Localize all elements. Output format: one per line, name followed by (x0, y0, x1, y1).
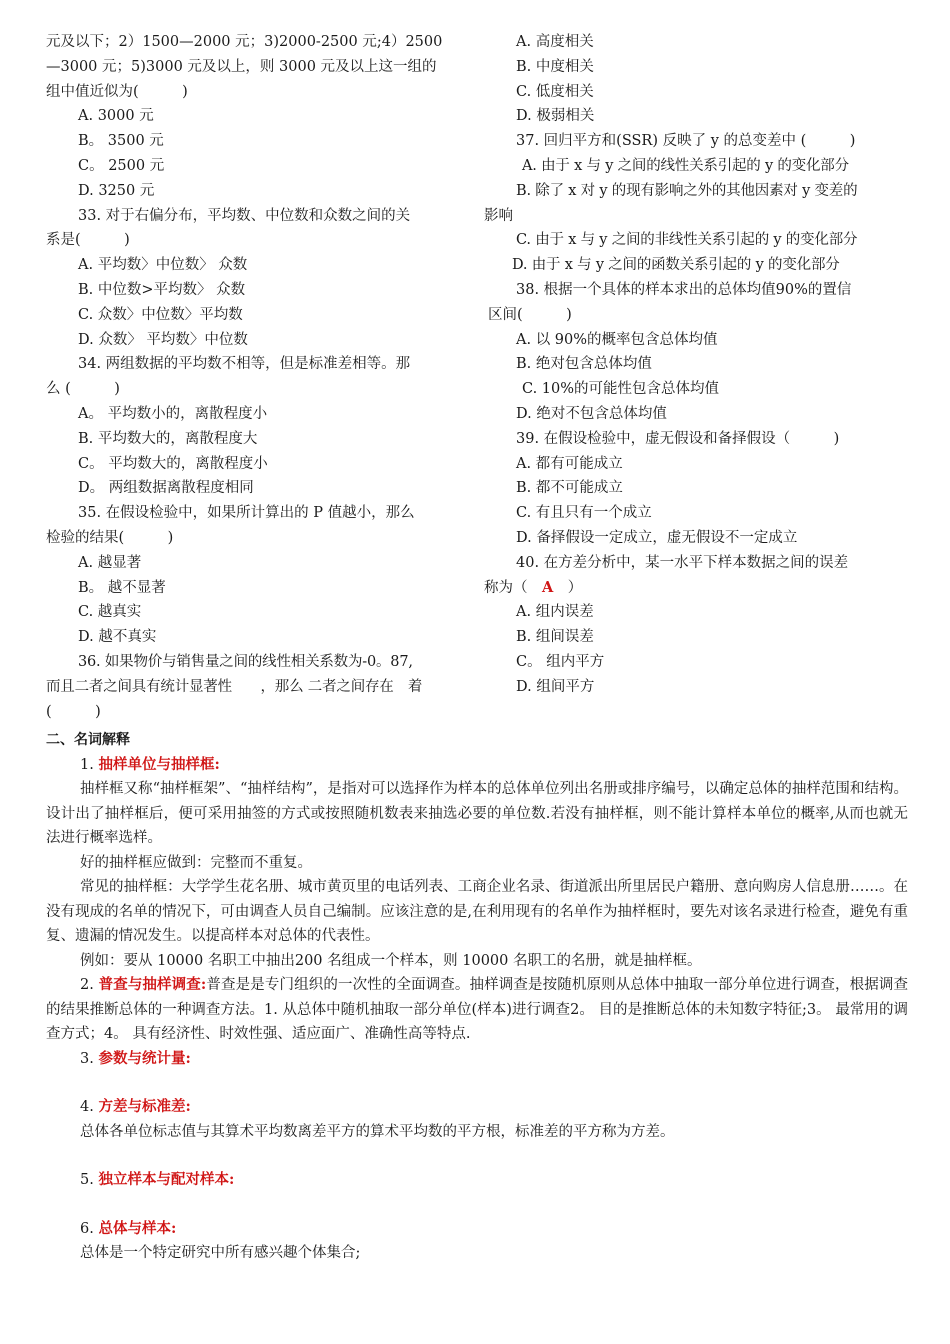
q34-option-a: A。 平均数小的，离散程度小 (78, 405, 268, 422)
term-6-label: 总体与样本: (98, 1219, 177, 1237)
term-6-number: 6. (80, 1220, 99, 1237)
q33-option-d: D. 众数〉 平均数〉中位数 (78, 331, 248, 348)
term-6-title (46, 1217, 908, 1242)
left-column (46, 30, 470, 724)
term-1-label: 抽样单位与抽样框: (98, 755, 220, 773)
q33-stem-cont: 系是( ) (46, 232, 130, 249)
term-3-label: 参数与统计量: (98, 1049, 191, 1067)
q40-stem-prefix: 称为（ (484, 579, 542, 596)
term-3-title (46, 1047, 908, 1072)
q40-stem-cont (484, 576, 908, 601)
q40-option-c: C。 组内平方 (516, 653, 605, 670)
term-6-text: 总体是一个特定研究中所有感兴趣个体集合; (80, 1245, 361, 1261)
q35-option-b: B。 越不显著 (78, 579, 166, 596)
q32-continuation-line: 组中值近似为( ) (46, 83, 188, 100)
q36-option-c: C. 低度相关 (516, 83, 594, 100)
q37-option-a: A. 由于 x 与 y 之间的线性关系引起的 y 的变化部分 (522, 157, 849, 174)
q39-option-b: B. 都不可能成立 (516, 480, 623, 497)
term-2-number: 2. (80, 977, 99, 993)
q35-option-d: D. 越不真实 (78, 629, 157, 646)
term-4-text: 总体各单位标志值与其算术平均数离差平方的算术平均数的平方根，标准差的平方称为方差。 (80, 1123, 675, 1140)
q36-stem: 36. 如果物价与销售量之间的线性相关系数为-0。87, (78, 653, 413, 670)
term-1-paragraph: 好的抽样框应做到：完整而不重复。 (80, 854, 312, 871)
term-1-number: 1. (80, 756, 99, 773)
q39-option-c: C. 有且只有一个成立 (516, 505, 652, 522)
term-1-paragraph: 抽样框又称“抽样框架”、“抽样结构”，是指对可以选择作为样本的总体单位列出名册或排序编号，以确定总体的抽样范围和结构。设计出了抽样框后，便可采用抽签的方式或按照随机数表来抽选必要的单位数.若没有抽样框，则不能计算样本单位的概率,从而也就无法进行概率选样。 (46, 781, 908, 846)
q36-stem-cont: 而且二者之间具有统计显著性 ，那么 二者之间存在 着 (46, 678, 423, 695)
term-2-paragraph (46, 973, 908, 1047)
blank-gap (46, 1071, 908, 1095)
q32-continuation-line: —3000 元；5)3000 元及以上，则 3000 元及以上这一组的 (46, 58, 437, 75)
q40-option-a: A. 组内误差 (516, 604, 594, 621)
q36-option-a: A. 高度相关 (516, 34, 594, 50)
right-column (484, 30, 908, 700)
section-heading: 二、名词解释 (46, 732, 130, 748)
q37-option-b: B. 除了 x 对 y 的现有影响之外的其他因素对 y 变差的 (516, 182, 858, 199)
q33-option-a: A. 平均数〉中位数〉 众数 (78, 257, 248, 274)
q33-option-b: B. 中位数>平均数〉 众数 (78, 281, 246, 298)
q32-option-b: B。 3500 元 (78, 133, 164, 150)
q40-answer-mark: A (542, 578, 554, 596)
term-1-title (46, 753, 908, 778)
q35-stem-cont: 检验的结果( ) (46, 529, 174, 546)
q39-option-a: A. 都有可能成立 (516, 455, 623, 472)
q36-stem-cont: ( ) (46, 703, 101, 720)
q40-stem-suffix: ） (553, 579, 583, 596)
q37-stem: 37. 回归平方和(SSR) 反映了 y 的总变差中 ( ) (516, 133, 856, 150)
q32-option-d: D. 3250 元 (78, 182, 155, 199)
q36-option-d: D. 极弱相关 (516, 108, 595, 125)
term-1-example: 例如：要从 10000 名职工中抽出200 名组成一个样本，则 10000 名职工的名册，就是抽样框。 (80, 952, 702, 969)
q34-option-c: C。 平均数大的，离散程度小 (78, 455, 268, 472)
q40-option-b: B. 组间误差 (516, 629, 594, 646)
term-5-number: 5. (80, 1172, 99, 1188)
q37-option-b-cont: 影响 (484, 207, 513, 224)
q39-option-d: D. 备择假设一定成立，虚无假设不一定成立 (516, 529, 798, 546)
q38-option-b: B. 绝对包含总体均值 (516, 356, 652, 373)
q32-continuation-line: 元及以下；2）1500—2000 元；3)2000-2500 元;4）2500 (46, 34, 443, 50)
q37-option-d: D. 由于 x 与 y 之间的函数关系引起的 y 的变化部分 (512, 257, 840, 274)
q34-stem-cont: 么 ( ) (46, 381, 120, 398)
q40-stem: 40. 在方差分析中，某一水平下样本数据之间的误差 (516, 554, 849, 571)
term-1-paragraph: 常见的抽样框：大学学生花名册、城市黄页里的电话列表、工商企业名录、街道派出所里居民户籍册、意向购房人信息册……。在没有现成的名单的情况下，可由调查人员自己编制。应该注意的是,在利用现有的名单作为抽样框时，要先对该名录进行检查，避免有重复、遗漏的情况发生。以提高样本对总体的代表性。 (46, 879, 908, 944)
q38-option-a: A. 以 90%的概率包含总体均值 (516, 331, 718, 348)
section-term-definitions (46, 728, 908, 1266)
term-2-label: 普查与抽样调查: (98, 976, 207, 993)
q34-option-d: D。 两组数据离散程度相同 (78, 480, 254, 497)
q35-option-a: A. 越显著 (78, 554, 142, 571)
q38-stem-cont: 区间( ) (488, 306, 572, 323)
term-3-number: 3. (80, 1050, 99, 1067)
q34-option-b: B. 平均数大的，离散程度大 (78, 430, 258, 447)
term-2-text: 普查是是专门组织的一次性的全面调查。抽样调查是按随机原则从总体中抽取一部分单位进行调查，根据调查的结果推断总体的一种调查方法。1. 从总体中随机抽取一部分单位(样本)进行调查2。 目的是推断总体的未知数字特征;3。 最常用的调查方式；4。 具有经济性、时效性强、适应面广、准确性高等特点. (46, 977, 909, 1042)
q37-option-c: C. 由于 x 与 y 之间的非线性关系引起的 y 的变化部分 (516, 232, 858, 249)
q38-stem: 38. 根据一个具体的样本求出的总体均值90%的置信 (516, 281, 852, 298)
q39-stem: 39. 在假设检验中，虚无假设和备择假设（ ) (516, 430, 840, 447)
q35-stem: 35. 在假设检验中，如果所计算出的 P 值越小，那么 (78, 505, 415, 522)
term-4-label: 方差与标准差: (98, 1098, 191, 1115)
q36-option-b: B. 中度相关 (516, 58, 594, 75)
blank-gap (46, 1193, 908, 1217)
blank-gap (46, 1144, 908, 1168)
q34-stem: 34. 两组数据的平均数不相等，但是标准差相等。那 (78, 356, 411, 373)
q33-stem: 33. 对于右偏分布，平均数、中位数和众数之间的关 (78, 207, 411, 224)
term-4-number: 4. (80, 1099, 99, 1115)
term-5-title (46, 1168, 908, 1193)
q32-option-a: A. 3000 元 (78, 108, 154, 125)
term-4-title (46, 1095, 908, 1120)
q40-option-d: D. 组间平方 (516, 678, 595, 695)
q35-option-c: C. 越真实 (78, 604, 142, 621)
q32-option-c: C。 2500 元 (78, 157, 165, 174)
q38-option-c: C. 10%的可能性包含总体均值 (522, 381, 720, 398)
q38-option-d: D. 绝对不包含总体均值 (516, 405, 667, 422)
term-5-label: 独立样本与配对样本: (98, 1171, 235, 1188)
q33-option-c: C. 众数〉中位数〉平均数 (78, 306, 243, 323)
